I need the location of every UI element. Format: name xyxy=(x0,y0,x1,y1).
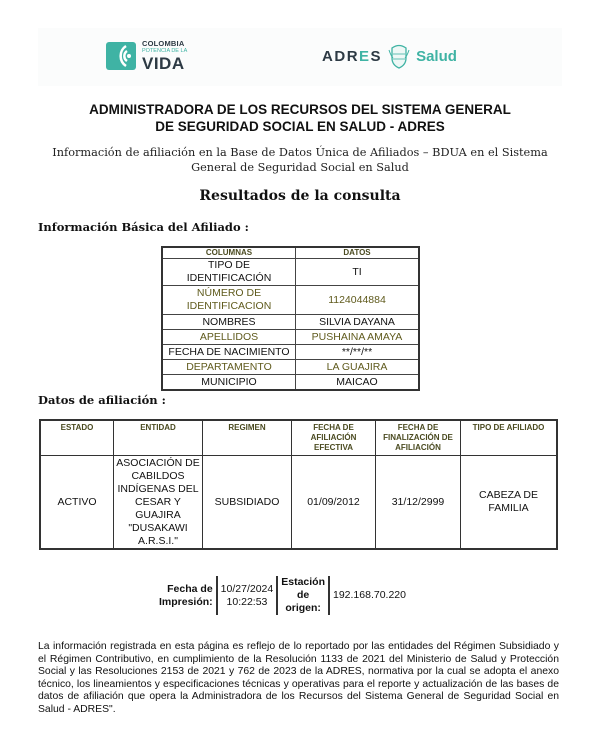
logo-adres-text: ADRES xyxy=(322,47,383,65)
affiliation-table xyxy=(39,419,558,550)
logo-potencia-text: POTENCIA DE LA xyxy=(142,47,188,54)
print-date-value: 10/27/2024 10:22:53 xyxy=(217,576,278,615)
row-label: NÚMERO DE IDENTIFICACION xyxy=(162,286,296,315)
page-subtitle: Información de afiliación en la Base de Datos Única de Afiliados – BDUA en el Sistema General de Seguridad Social en Salud xyxy=(52,146,548,174)
print-info-table xyxy=(156,576,409,615)
affiliation-heading: Datos de afiliación : xyxy=(38,393,166,407)
column-header: COLUMNAS xyxy=(162,247,296,259)
table-row xyxy=(162,259,419,286)
column-header: FECHA DE FINALIZACIÓN DE AFILIACIÓN xyxy=(376,420,461,456)
row-value: TI xyxy=(296,259,420,286)
table-row xyxy=(40,456,557,550)
row-label: NOMBRES xyxy=(162,315,296,330)
table-row xyxy=(162,315,419,330)
table-row xyxy=(162,360,419,375)
column-header: REGIMEN xyxy=(203,420,292,456)
station-label: Estación de origen: xyxy=(277,576,329,615)
table-row xyxy=(162,286,419,315)
column-header: DATOS xyxy=(296,247,420,259)
row-label: FECHA DE NACIMIENTO xyxy=(162,345,296,360)
row-label: APELLIDOS xyxy=(162,330,296,345)
row-value: LA GUAJIRA xyxy=(296,360,420,375)
fecha-afiliacion-cell: 01/09/2012 xyxy=(292,456,376,550)
row-label: DEPARTAMENTO xyxy=(162,360,296,375)
row-label: TIPO DE IDENTIFICACIÓN xyxy=(162,259,296,286)
fecha-finalizacion-cell: 31/12/2999 xyxy=(376,456,461,550)
tipo-afiliado-cell: CABEZA DE FAMILIA xyxy=(461,456,558,550)
row-value: **/**/** xyxy=(296,345,420,360)
entidad-cell: ASOCIACIÓN DE CABILDOS INDÍGENAS DEL CESAR Y GUAJIRA "DUSAKAWI A.R.S.I." xyxy=(114,456,203,550)
page-title: ADMINISTRADORA DE LOS RECURSOS DEL SISTEMA GENERAL DE SEGURIDAD SOCIAL EN SALUD - ADRES xyxy=(89,102,511,134)
estado-cell: ACTIVO xyxy=(40,456,114,550)
coat-of-arms-icon xyxy=(388,42,410,70)
station-value: 192.168.70.220 xyxy=(329,576,409,615)
basic-info-heading: Información Básica del Afiliado : xyxy=(38,220,249,234)
logo-colombia-text: COLOMBIA xyxy=(142,39,185,48)
column-header: FECHA DE AFILIACIÓN EFECTIVA xyxy=(292,420,376,456)
column-header: TIPO DE AFILIADO xyxy=(461,420,558,456)
basic-info-table xyxy=(161,246,420,391)
table-header-row xyxy=(162,247,419,259)
disclaimer-text: La información registrada en esta página es reflejo de lo reportado por las entidades del Régimen Subsidiado y el Régimen Contributivo, en cumplimiento de la Resolución 1133 de 2021 del Ministerio de Salud y Protección Social y las Resoluciones 2153 de 2021 y 762 de 2023 de la ADRES, normativa por la cual se adopta el anexo técnico, los lineamientos y especificaciones técnicas y operativas para el reporte y actualización de las bases de datos de afiliación que opera la Administradora de los Recursos del Sistema General de Seguridad Social en Salud - ADRES". xyxy=(38,641,559,715)
adres-salud-logo xyxy=(322,38,457,74)
table-row xyxy=(162,375,419,391)
column-header: ENTIDAD xyxy=(114,420,203,456)
row-value: SILVIA DAYANA xyxy=(296,315,420,330)
table-header-row xyxy=(40,420,557,456)
row-value: MAICAO xyxy=(296,375,420,391)
regimen-cell: SUBSIDIADO xyxy=(203,456,292,550)
results-heading: Resultados de la consulta xyxy=(199,188,401,204)
table-row xyxy=(162,330,419,345)
row-value: PUSHAINA AMAYA xyxy=(296,330,420,345)
logo-salud-text: Salud xyxy=(416,47,457,65)
print-date-label: Fecha de Impresión: xyxy=(159,582,213,608)
row-label: MUNICIPIO xyxy=(162,375,296,391)
column-header: ESTADO xyxy=(40,420,114,456)
colombia-wave-icon xyxy=(106,42,136,70)
table-row xyxy=(162,345,419,360)
colombia-potencia-de-la-vida-logo xyxy=(106,38,187,74)
logo-vida-text: VIDA xyxy=(142,54,185,73)
logo-banner xyxy=(38,28,562,86)
row-value: 1124044884 xyxy=(296,286,420,315)
